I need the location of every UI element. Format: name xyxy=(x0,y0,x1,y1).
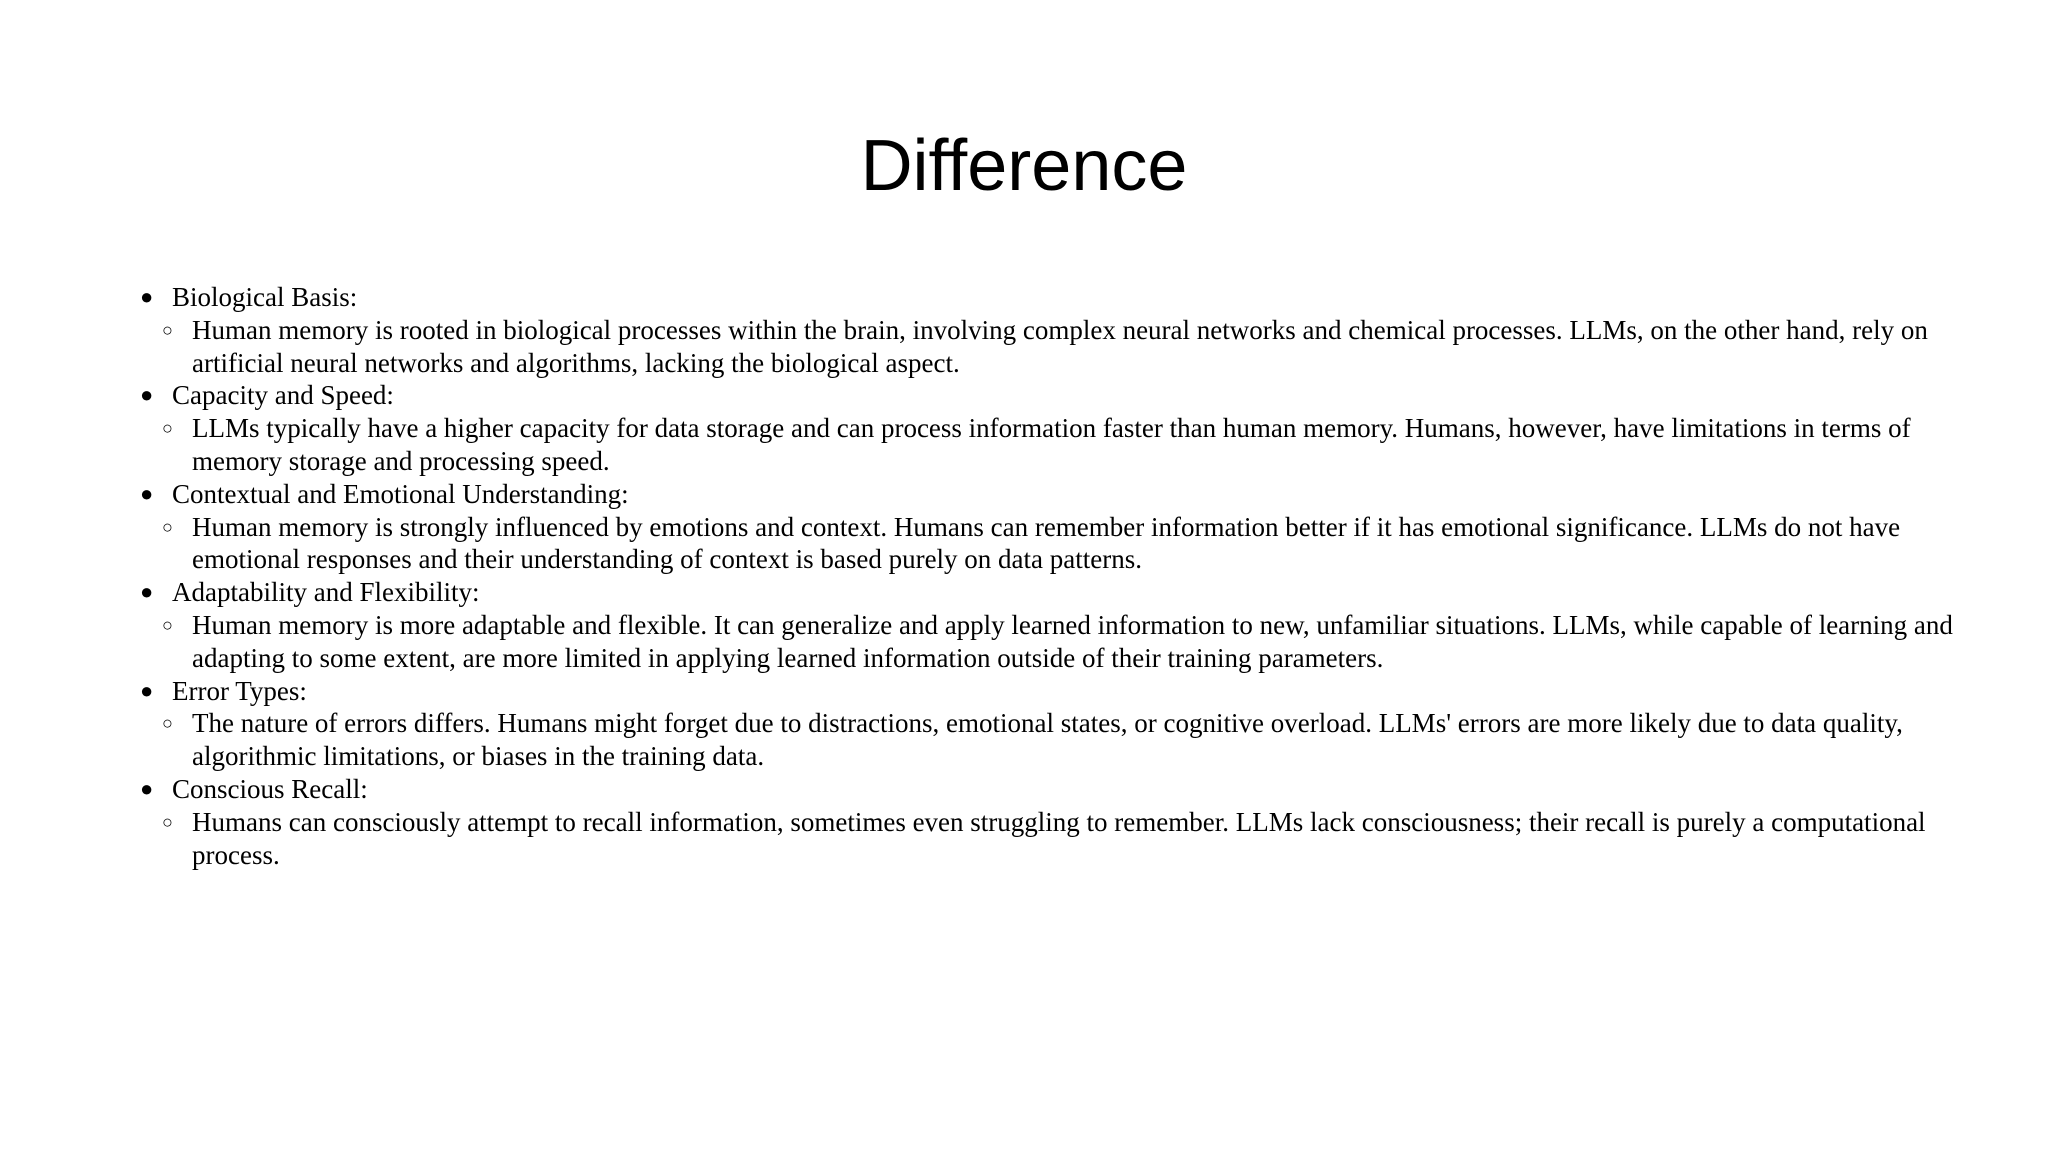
sub-bullet-text: The nature of errors differs. Humans might forget due to distractions, emotional states, or cognitive overload. LLMs' errors are more likely due to data quality, algorithmic limitations, or biases in the training data. xyxy=(192,708,1903,772)
filled-bullet-icon: ● xyxy=(140,579,154,605)
sub-bullet-list xyxy=(162,412,1960,478)
bullet-heading: Contextual and Emotional Understanding: xyxy=(172,478,629,509)
hollow-bullet-icon: ○ xyxy=(162,418,173,439)
sub-bullet-list xyxy=(162,511,1960,577)
bullet-item-biological-basis xyxy=(140,281,1960,379)
bullet-item-error-types xyxy=(140,675,1960,773)
sub-bullet-list xyxy=(162,609,1960,675)
hollow-bullet-icon: ○ xyxy=(162,319,173,340)
hollow-bullet-icon: ○ xyxy=(162,811,173,832)
sub-bullet-item xyxy=(162,314,1960,380)
bullet-item-conscious-recall xyxy=(140,773,1960,871)
bullet-item-contextual-emotional xyxy=(140,478,1960,576)
bullet-heading: Error Types: xyxy=(172,675,307,706)
sub-bullet-list xyxy=(162,314,1960,380)
sub-bullet-list xyxy=(162,707,1960,773)
sub-bullet-item xyxy=(162,511,1960,577)
sub-bullet-text: Human memory is more adaptable and flexible. It can generalize and apply learned information to new, unfamiliar situations. LLMs, while capable of learning and adapting to some extent, are more limited in applying learned information outside of their training parameters. xyxy=(192,609,1953,673)
sub-bullet-list xyxy=(162,806,1960,872)
filled-bullet-icon: ● xyxy=(140,382,154,408)
bullet-list xyxy=(140,281,1960,871)
sub-bullet-item xyxy=(162,412,1960,478)
sub-bullet-text: Human memory is strongly influenced by emotions and context. Humans can remember information better if it has emotional significance. LLMs do not have emotional responses and their understanding of context is based purely on data patterns. xyxy=(192,511,1901,575)
bullet-item-capacity-and-speed xyxy=(140,379,1960,477)
filled-bullet-icon: ● xyxy=(140,677,154,703)
sub-bullet-item xyxy=(162,806,1960,872)
bullet-heading: Biological Basis: xyxy=(172,282,358,312)
bullet-heading: Conscious Recall: xyxy=(172,773,368,804)
hollow-bullet-icon: ○ xyxy=(162,713,173,734)
sub-bullet-text: Human memory is rooted in biological processes within the brain, involving complex neural networks and chemical processes. LLMs, on the other hand, rely on artificial neural networks and algorithms, lacking the biological aspect. xyxy=(192,314,1928,378)
filled-bullet-icon: ● xyxy=(140,775,154,801)
filled-bullet-icon: ● xyxy=(140,284,154,309)
sub-bullet-item xyxy=(162,707,1960,773)
bullet-heading: Capacity and Speed: xyxy=(172,380,394,411)
sub-bullet-text: Humans can consciously attempt to recall information, sometimes even struggling to remember. LLMs lack consciousness; their recall is purely a computational process. xyxy=(192,806,1926,870)
hollow-bullet-icon: ○ xyxy=(162,516,173,537)
sub-bullet-text: LLMs typically have a higher capacity for data storage and can process information faster than human memory. Humans, however, have limitations in terms of memory storage and processing speed. xyxy=(192,413,1911,476)
bullet-item-adaptability-flexibility xyxy=(140,576,1960,674)
bullet-heading: Adaptability and Flexibility: xyxy=(172,577,480,608)
filled-bullet-icon: ● xyxy=(140,480,154,506)
hollow-bullet-icon: ○ xyxy=(162,614,173,635)
sub-bullet-item xyxy=(162,609,1960,675)
slide-title: Difference xyxy=(860,126,1188,206)
